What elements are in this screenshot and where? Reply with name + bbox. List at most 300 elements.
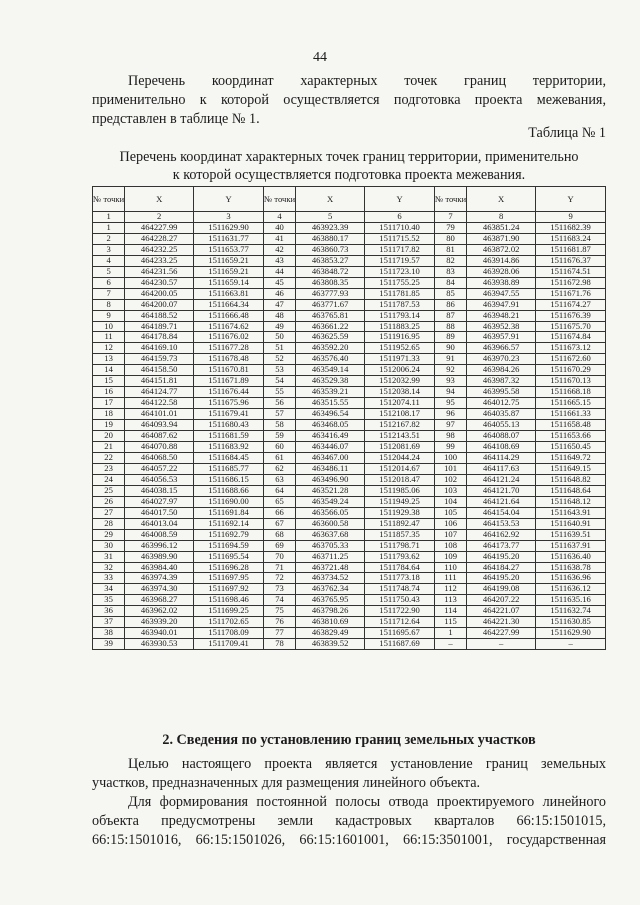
table-cell: 464227.99 (125, 222, 194, 233)
table-cell: 1511636.40 (536, 551, 606, 562)
table-cell: 32 (93, 562, 125, 573)
table-cell: 1511676.37 (536, 255, 606, 266)
table-cell: 57 (263, 409, 295, 420)
table-cell: 1511629.90 (194, 222, 264, 233)
table-cell: 1511661.33 (536, 409, 606, 420)
table-cell: 463930.53 (125, 639, 194, 650)
table-cell: 464151.81 (125, 376, 194, 387)
table-cell: 463851.24 (467, 222, 536, 233)
table-cell: 464153.53 (467, 518, 536, 529)
table-cell: 464178.84 (125, 332, 194, 343)
table-cell: – (467, 639, 536, 650)
table-cell: 1511750.43 (365, 595, 435, 606)
table-cell: 464122.58 (125, 398, 194, 409)
table-cell: 464200.05 (125, 288, 194, 299)
intro-line: применительно к которой осуществляется подготовка проекта межевания, (92, 92, 606, 108)
table-cell: 1511675.70 (536, 321, 606, 332)
table-row (93, 321, 606, 332)
header-point-number: № точки (263, 187, 295, 212)
table-cell: 3 (194, 212, 264, 223)
table-cell: 1 (93, 212, 125, 223)
table-cell: 463987.32 (467, 376, 536, 387)
table-cell: 463947.91 (467, 299, 536, 310)
table-cell: 463839.52 (296, 639, 365, 650)
table-cell: 464207.22 (467, 595, 536, 606)
table-cell: 1511681.87 (536, 244, 606, 255)
body-line: Для формирования постоянной полосы отвода проектируемого линейного (128, 794, 606, 810)
table-cell: 464056.53 (125, 474, 194, 485)
table-cell: 1511784.64 (365, 562, 435, 573)
table-row (93, 496, 606, 507)
table-cell: 464159.73 (125, 354, 194, 365)
table-cell: 463721.48 (296, 562, 365, 573)
section-heading: 2. Сведения по установлению границ земельных участков (162, 732, 536, 748)
table-cell: 111 (434, 573, 466, 584)
body-line: 66:15:1501016, 66:15:1501026, 66:15:1601001, 66:15:3501001, государственная (92, 832, 606, 848)
table-cell: 463446.07 (296, 442, 365, 453)
table-cell: 1511690.00 (194, 496, 264, 507)
table-cell: 2 (93, 233, 125, 244)
table-cell: 109 (434, 551, 466, 562)
table-cell: 97 (434, 420, 466, 431)
table-cell: 96 (434, 409, 466, 420)
table-cell: 27 (93, 507, 125, 518)
table-cell: 1511684.45 (194, 452, 264, 463)
table-cell: 76 (263, 617, 295, 628)
table-cell: 463880.17 (296, 233, 365, 244)
table-cell: 1512032.99 (365, 376, 435, 387)
table-cell: 463496.54 (296, 409, 365, 420)
table-cell: 463762.34 (296, 584, 365, 595)
table-cell: 1511695.67 (365, 628, 435, 639)
table-cell: 13 (93, 354, 125, 365)
table-cell: 1511688.66 (194, 485, 264, 496)
table-cell: 60 (263, 442, 295, 453)
table-cell: 464189.71 (125, 321, 194, 332)
table-cell: 463940.01 (125, 628, 194, 639)
table-cell: 47 (263, 299, 295, 310)
table-cell: 1511635.16 (536, 595, 606, 606)
table-cell: 20 (93, 431, 125, 442)
table-cell: 1511949.25 (365, 496, 435, 507)
table-cell: 1511639.51 (536, 529, 606, 540)
table-cell: 1511683.24 (536, 233, 606, 244)
table-cell: 114 (434, 606, 466, 617)
table-cell: 56 (263, 398, 295, 409)
table-cell: 1511675.96 (194, 398, 264, 409)
table-cell: 464055.13 (467, 420, 536, 431)
table-row (93, 365, 606, 376)
table-cell: 1511883.25 (365, 321, 435, 332)
table-cell: 463592.20 (296, 343, 365, 354)
table-cell: 1511793.62 (365, 551, 435, 562)
table-row (93, 255, 606, 266)
table-cell: 463566.05 (296, 507, 365, 518)
table-cell: 1511678.48 (194, 354, 264, 365)
table-cell: 1511658.48 (536, 420, 606, 431)
table-cell: 1511687.69 (365, 639, 435, 650)
table-cell: 1511773.18 (365, 573, 435, 584)
table-cell: 36 (93, 606, 125, 617)
table-cell: 40 (263, 222, 295, 233)
table-cell: 464227.99 (467, 628, 536, 639)
table-cell: 112 (434, 584, 466, 595)
table-cell: 4 (263, 212, 295, 223)
table-cell: 1511659.14 (194, 277, 264, 288)
table-cell: 464108.69 (467, 442, 536, 453)
table-row (93, 639, 606, 650)
table-cell: 463416.49 (296, 431, 365, 442)
table-cell: 61 (263, 452, 295, 463)
coordinates-table (92, 186, 606, 650)
table-cell: 464114.29 (467, 452, 536, 463)
table-row (93, 310, 606, 321)
table-cell: 464038.15 (125, 485, 194, 496)
table-cell: 95 (434, 398, 466, 409)
table-label: Таблица № 1 (528, 125, 606, 141)
table-row (93, 485, 606, 496)
table-cell: 1511680.43 (194, 420, 264, 431)
table-cell: 463486.11 (296, 463, 365, 474)
table-row (93, 222, 606, 233)
table-cell: 1511671.76 (536, 288, 606, 299)
table-cell: 106 (434, 518, 466, 529)
table-cell: 1511781.85 (365, 288, 435, 299)
table-cell: 104 (434, 496, 466, 507)
header-y: Y (365, 187, 435, 212)
table-row (93, 233, 606, 244)
table-cell: 464068.50 (125, 452, 194, 463)
table-cell: 1511719.57 (365, 255, 435, 266)
table-cell: 1512018.47 (365, 474, 435, 485)
table-row (93, 628, 606, 639)
table-cell: – (434, 639, 466, 650)
table-row (93, 431, 606, 442)
table-cell: 83 (434, 266, 466, 277)
table-cell: 25 (93, 485, 125, 496)
table-cell: 66 (263, 507, 295, 518)
table-cell: 1511699.25 (194, 606, 264, 617)
table-cell: 1511674.84 (536, 332, 606, 343)
table-cell: 1511694.59 (194, 540, 264, 551)
table-cell: 100 (434, 452, 466, 463)
table-cell: 68 (263, 529, 295, 540)
table-cell: 463661.22 (296, 321, 365, 332)
table-cell: 5 (93, 266, 125, 277)
section-body (92, 755, 606, 850)
table-cell: 463529.38 (296, 376, 365, 387)
table-cell: – (536, 639, 606, 650)
table-cell: 1511648.64 (536, 485, 606, 496)
table-cell: 463939.20 (125, 617, 194, 628)
header-x: X (125, 187, 194, 212)
table-cell: 1511710.40 (365, 222, 435, 233)
page-number: 44 (313, 50, 327, 65)
table-cell: 1511685.77 (194, 463, 264, 474)
table-cell: 1511648.12 (536, 496, 606, 507)
table-cell: 1511985.06 (365, 485, 435, 496)
table-cell: 48 (263, 310, 295, 321)
table-row (93, 420, 606, 431)
table-cell: 1511640.91 (536, 518, 606, 529)
table-cell: 463871.90 (467, 233, 536, 244)
table-cell: 464121.64 (467, 496, 536, 507)
table-cell: 463521.28 (296, 485, 365, 496)
table-cell: 463600.58 (296, 518, 365, 529)
table-cell: 464008.59 (125, 529, 194, 540)
table-cell: 1511971.33 (365, 354, 435, 365)
table-cell: 1511643.91 (536, 507, 606, 518)
table-cell: 107 (434, 529, 466, 540)
table-cell: 464195.20 (467, 551, 536, 562)
table-cell: 1511679.41 (194, 409, 264, 420)
table-row (93, 529, 606, 540)
table-cell: 464230.57 (125, 277, 194, 288)
table-cell: 16 (93, 387, 125, 398)
table-cell: 1511692.79 (194, 529, 264, 540)
table-cell: 1511663.81 (194, 288, 264, 299)
table-cell: 1511677.28 (194, 343, 264, 354)
table-cell: 1511638.78 (536, 562, 606, 573)
table-cell: 1511709.41 (194, 639, 264, 650)
table-cell: 463468.05 (296, 420, 365, 431)
table-cell: 70 (263, 551, 295, 562)
table-cell: 69 (263, 540, 295, 551)
table-cell: 1511666.48 (194, 310, 264, 321)
header-point-number: № точки (93, 187, 125, 212)
table-cell: 463765.81 (296, 310, 365, 321)
table-cell: 1 (434, 628, 466, 639)
table-cell: 1511702.65 (194, 617, 264, 628)
table-cell: 1511674.51 (536, 266, 606, 277)
table-cell: 1511670.81 (194, 365, 264, 376)
table-cell: 463938.89 (467, 277, 536, 288)
table-cell: 71 (263, 562, 295, 573)
header-x: X (296, 187, 365, 212)
table-cell: 1511697.95 (194, 573, 264, 584)
table-cell: 463957.91 (467, 332, 536, 343)
table-cell: 463995.58 (467, 387, 536, 398)
table-cell: 99 (434, 442, 466, 453)
table-cell: 464233.25 (125, 255, 194, 266)
table-cell: 29 (93, 529, 125, 540)
table-cell: 464070.88 (125, 442, 194, 453)
table-cell: 28 (93, 518, 125, 529)
table-cell: 43 (263, 255, 295, 266)
table-cell: 54 (263, 376, 295, 387)
table-cell: 1511653.77 (194, 244, 264, 255)
table-cell: 37 (93, 617, 125, 628)
table-cell: 8 (93, 299, 125, 310)
table-caption-line: к которой осуществляется подготовка проекта межевания. (172, 167, 526, 183)
table-cell: 463860.73 (296, 244, 365, 255)
table-cell: 463947.55 (467, 288, 536, 299)
table-row (93, 266, 606, 277)
table-cell: 64 (263, 485, 295, 496)
table-cell: 21 (93, 442, 125, 453)
table-cell: 80 (434, 233, 466, 244)
table-cell: 1511629.90 (536, 628, 606, 639)
table-cell: 12 (93, 343, 125, 354)
table-cell: 51 (263, 343, 295, 354)
table-cell: 86 (434, 299, 466, 310)
table-cell: 463928.06 (467, 266, 536, 277)
table-cell: 1511649.15 (536, 463, 606, 474)
table-cell: 38 (93, 628, 125, 639)
table-row (93, 277, 606, 288)
table-cell: 464188.52 (125, 310, 194, 321)
table-cell: 34 (93, 584, 125, 595)
table-cell: 110 (434, 562, 466, 573)
table-cell: 1511648.82 (536, 474, 606, 485)
table-cell: 1512014.67 (365, 463, 435, 474)
table-row (93, 617, 606, 628)
table-cell: 1512044.24 (365, 452, 435, 463)
table-cell: 463996.12 (125, 540, 194, 551)
table-cell: 91 (434, 354, 466, 365)
table-cell: 7 (434, 212, 466, 223)
table-cell: 33 (93, 573, 125, 584)
table-cell: 17 (93, 398, 125, 409)
table-cell: 463966.57 (467, 343, 536, 354)
table-cell: 463974.39 (125, 573, 194, 584)
table-cell: 24 (93, 474, 125, 485)
table-cell: 63 (263, 474, 295, 485)
table-cell: 463952.38 (467, 321, 536, 332)
table-cell: 1511798.71 (365, 540, 435, 551)
body-line: Целью настоящего проекта является установление границ земельных (128, 756, 606, 772)
table-cell: 1511650.45 (536, 442, 606, 453)
table-cell: 15 (93, 376, 125, 387)
table-cell: 23 (93, 463, 125, 474)
table-cell: 463829.49 (296, 628, 365, 639)
table-cell: 463576.40 (296, 354, 365, 365)
table-cell: 65 (263, 496, 295, 507)
table-row (93, 332, 606, 343)
table-cell: 1512038.14 (365, 387, 435, 398)
table-cell: 1512081.69 (365, 442, 435, 453)
table-cell: 4 (93, 255, 125, 266)
table-cell: 1512074.11 (365, 398, 435, 409)
table-row (93, 540, 606, 551)
table-row (93, 387, 606, 398)
table-cell: 1511676.02 (194, 332, 264, 343)
table-cell: 464027.97 (125, 496, 194, 507)
table-cell: 1511723.10 (365, 266, 435, 277)
table-cell: 463984.26 (467, 365, 536, 376)
table-cell: 1511952.65 (365, 343, 435, 354)
table-cell: 1512143.51 (365, 431, 435, 442)
table-cell: 1511748.74 (365, 584, 435, 595)
table-cell: 464200.07 (125, 299, 194, 310)
table-row (93, 398, 606, 409)
table-cell: 1512006.24 (365, 365, 435, 376)
table-cell: 72 (263, 573, 295, 584)
table-cell: 463711.25 (296, 551, 365, 562)
table-cell: 1511696.28 (194, 562, 264, 573)
table-row (93, 518, 606, 529)
table-cell: 105 (434, 507, 466, 518)
table-row (93, 507, 606, 518)
table-cell: 1511722.90 (365, 606, 435, 617)
table-cell: 463853.27 (296, 255, 365, 266)
table-cell: 464013.04 (125, 518, 194, 529)
table-cell: 1511672.60 (536, 354, 606, 365)
table-cell: 464121.70 (467, 485, 536, 496)
table-cell: 464195.20 (467, 573, 536, 584)
table-cell: 93 (434, 376, 466, 387)
table-cell: 77 (263, 628, 295, 639)
table-cell: 58 (263, 420, 295, 431)
table-cell: 1511670.29 (536, 365, 606, 376)
table-cell: 1511670.13 (536, 376, 606, 387)
table-cell: 1511929.38 (365, 507, 435, 518)
table-cell: 464231.56 (125, 266, 194, 277)
table-cell: 1511671.89 (194, 376, 264, 387)
table-cell: 464017.50 (125, 507, 194, 518)
table-cell: 1511659.21 (194, 255, 264, 266)
table-cell: 464169.10 (125, 343, 194, 354)
table-row (93, 452, 606, 463)
table-cell: 1511717.82 (365, 244, 435, 255)
table-row (93, 474, 606, 485)
table-cell: 94 (434, 387, 466, 398)
table-cell: 1511697.92 (194, 584, 264, 595)
table-cell: 89 (434, 332, 466, 343)
table-cell: 463948.21 (467, 310, 536, 321)
table-cell: 463872.02 (467, 244, 536, 255)
table-cell: 463970.23 (467, 354, 536, 365)
table-cell: 1511681.59 (194, 431, 264, 442)
table-cell: 2 (125, 212, 194, 223)
table-cell: 463974.30 (125, 584, 194, 595)
table-row (93, 244, 606, 255)
table-cell: 464232.25 (125, 244, 194, 255)
table-cell: 464199.08 (467, 584, 536, 595)
table-row (93, 463, 606, 474)
table-cell: 45 (263, 277, 295, 288)
table-cell: 463625.59 (296, 332, 365, 343)
table-cell: 62 (263, 463, 295, 474)
table-cell: 85 (434, 288, 466, 299)
body-line: участков, предназначенных для размещения линейного объекта. (92, 775, 481, 791)
table-cell: 463496.90 (296, 474, 365, 485)
table-cell: 53 (263, 365, 295, 376)
table-cell: 464228.27 (125, 233, 194, 244)
table-cell: 464012.75 (467, 398, 536, 409)
table-cell: 1511674.62 (194, 321, 264, 332)
table-cell: 464124.77 (125, 387, 194, 398)
header-point-number: № точки (434, 187, 466, 212)
table-row (93, 551, 606, 562)
table-cell: 41 (263, 233, 295, 244)
table-cell: 1511630.85 (536, 617, 606, 628)
table-cell: 464057.22 (125, 463, 194, 474)
table-cell: 464162.92 (467, 529, 536, 540)
intro-line: представлен в таблице № 1. (92, 111, 260, 127)
table-cell: 1511892.47 (365, 518, 435, 529)
table-cell: 463705.33 (296, 540, 365, 551)
table-cell: 1511692.14 (194, 518, 264, 529)
table-cell: 14 (93, 365, 125, 376)
table-cell: 1511857.35 (365, 529, 435, 540)
table-cell: 9 (536, 212, 606, 223)
table-cell: 464087.62 (125, 431, 194, 442)
table-cell: 463923.39 (296, 222, 365, 233)
table-cell: 464093.94 (125, 420, 194, 431)
table-row (93, 573, 606, 584)
table-cell: 463810.69 (296, 617, 365, 628)
